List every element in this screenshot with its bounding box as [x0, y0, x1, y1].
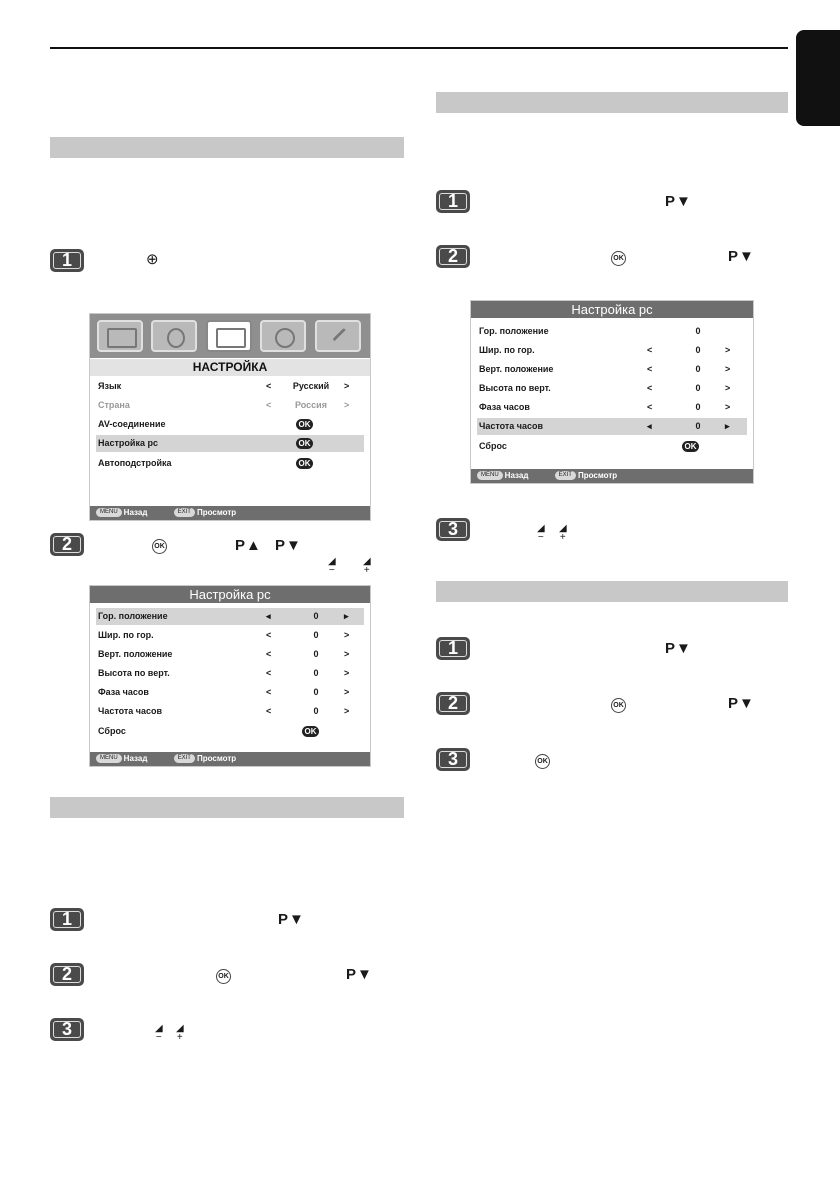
vol-down-icon: ◢ −: [155, 1023, 163, 1043]
exit-button[interactable]: EXIT: [174, 508, 195, 517]
language-side-tab: [796, 30, 840, 126]
p-down-icon: P▼: [278, 911, 305, 928]
right-arrow[interactable]: >: [344, 649, 350, 659]
setup-icon[interactable]: [206, 320, 252, 352]
back-label: Назад: [123, 508, 148, 517]
row-value: 0: [313, 630, 319, 640]
top-rule: [50, 47, 788, 49]
section-bar-left-1: [50, 137, 404, 158]
step-badge-2: 2: [50, 533, 84, 556]
pc-row-reset[interactable]: [96, 723, 364, 740]
row-value: 0: [313, 687, 319, 697]
p-up-icon: P▲: [235, 537, 262, 554]
step-badge-2: 2: [436, 692, 470, 715]
row-label: Фаза часов: [479, 402, 530, 412]
step-badge-1: 1: [436, 637, 470, 660]
right-arrow[interactable]: >: [344, 630, 350, 640]
menu-row-pc-setup[interactable]: [96, 435, 364, 452]
ok-badge[interactable]: OK: [296, 419, 313, 430]
wrench-icon[interactable]: [315, 320, 361, 352]
left-arrow[interactable]: <: [266, 706, 272, 716]
step-badge-2: 2: [50, 963, 84, 986]
left-arrow[interactable]: <: [647, 364, 653, 374]
p-down-icon: P▼: [728, 248, 755, 265]
row-label: Частота часов: [98, 706, 163, 716]
p-down-icon: P▼: [275, 537, 302, 554]
menu-footer: [471, 469, 753, 483]
right-arrow[interactable]: >: [725, 364, 731, 374]
right-arrow[interactable]: >: [725, 345, 731, 355]
menu-button[interactable]: MENU: [477, 471, 503, 480]
menu-button[interactable]: MENU: [96, 754, 122, 763]
left-arrow[interactable]: <: [647, 383, 653, 393]
right-arrow[interactable]: >: [725, 383, 731, 393]
left-arrow[interactable]: <: [266, 668, 272, 678]
left-arrow[interactable]: ◂: [647, 421, 652, 431]
ok-badge[interactable]: OK: [302, 726, 319, 737]
menu-button[interactable]: MENU: [96, 508, 122, 517]
vol-up-icon: ◢ +: [176, 1023, 184, 1043]
pc-row[interactable]: [96, 627, 364, 644]
back-label: Назад: [123, 754, 148, 763]
p-down-icon: P▼: [346, 966, 373, 983]
exit-button[interactable]: EXIT: [174, 754, 195, 763]
right-arrow[interactable]: >: [344, 687, 350, 697]
row-value: 0: [313, 668, 319, 678]
pc-row[interactable]: [477, 361, 747, 378]
step-badge-2: 2: [436, 245, 470, 268]
row-label: Гор. положение: [98, 611, 168, 621]
step-badge-3: 3: [50, 1018, 84, 1041]
row-label: Страна: [98, 400, 130, 410]
pc-setup-menu-1: [89, 585, 371, 767]
exit-button[interactable]: EXIT: [555, 471, 576, 480]
pc-row[interactable]: [96, 703, 364, 720]
menu-row-autotune[interactable]: [96, 455, 364, 472]
menu-footer: [90, 752, 370, 766]
section-bar-left-2: [50, 797, 404, 818]
ok-badge[interactable]: OK: [682, 441, 699, 452]
row-label: Высота по верт.: [479, 383, 551, 393]
row-label: Сброс: [479, 441, 507, 451]
pc-menu-title: Настройка рс: [471, 301, 753, 318]
row-value: 0: [695, 402, 701, 412]
pc-menu-title: Настройка рс: [90, 586, 370, 603]
menu-row-av[interactable]: [96, 416, 364, 433]
row-label: Частота часов: [479, 421, 544, 431]
pc-row[interactable]: [96, 665, 364, 682]
timer-icon[interactable]: [260, 320, 306, 352]
pc-row[interactable]: [477, 418, 747, 435]
row-label: AV-соединение: [98, 419, 166, 429]
row-label: Гор. положение: [479, 326, 549, 336]
pc-row[interactable]: [477, 342, 747, 359]
step-badge-3: 3: [436, 748, 470, 771]
pc-row[interactable]: [96, 608, 364, 625]
pc-row-reset[interactable]: [477, 438, 747, 455]
p-down-icon: P▼: [665, 640, 692, 657]
pc-row[interactable]: [96, 684, 364, 701]
left-arrow[interactable]: ◂: [266, 611, 271, 621]
menu-footer: [90, 506, 370, 520]
right-arrow[interactable]: >: [344, 381, 350, 391]
back-label: Назад: [504, 471, 529, 480]
row-label: Шир. по гор.: [479, 345, 535, 355]
picture-icon[interactable]: [97, 320, 143, 352]
left-arrow[interactable]: <: [266, 687, 272, 697]
ok-button-icon: OK: [152, 539, 167, 554]
sound-icon[interactable]: [151, 320, 197, 352]
setup-menu: [89, 313, 371, 521]
vol-down-icon: ◢ −: [537, 523, 545, 543]
pc-row[interactable]: [477, 399, 747, 416]
row-label: Язык: [98, 381, 122, 391]
right-arrow[interactable]: ▸: [344, 611, 349, 621]
row-label: Автоподстройка: [98, 458, 172, 468]
ok-button-icon: OK: [611, 698, 626, 713]
step-badge-1: 1: [50, 249, 84, 272]
menu-row-country: [96, 397, 364, 414]
right-arrow[interactable]: ▸: [725, 421, 730, 431]
row-value: 0: [313, 611, 319, 621]
row-label: Настройка рс: [98, 438, 158, 448]
vol-up-icon: ◢ +: [363, 556, 371, 576]
row-value: 0: [695, 345, 701, 355]
row-value: 0: [695, 364, 701, 374]
step-badge-1: 1: [436, 190, 470, 213]
step-badge-3: 3: [436, 518, 470, 541]
ok-button-icon: OK: [216, 969, 231, 984]
row-value: Россия: [295, 400, 327, 410]
right-arrow[interactable]: >: [344, 706, 350, 716]
setup-menu-title: НАСТРОЙКА: [90, 359, 370, 376]
vol-down-icon: ◢ −: [328, 556, 336, 576]
ok-button-icon: OK: [535, 754, 550, 769]
left-arrow[interactable]: <: [266, 630, 272, 640]
vol-up-icon: ◢ +: [559, 523, 567, 543]
menu-row-language[interactable]: [96, 378, 364, 395]
pc-setup-menu-2: [470, 300, 754, 484]
menu-icon-strip: [90, 314, 370, 358]
view-label: Просмотр: [577, 471, 618, 480]
row-label: Сброс: [98, 726, 126, 736]
row-label: Верт. положение: [98, 649, 173, 659]
ok-button-icon: OK: [611, 251, 626, 266]
view-label: Просмотр: [196, 508, 237, 517]
left-arrow[interactable]: <: [647, 402, 653, 412]
row-value: 0: [695, 383, 701, 393]
pc-row[interactable]: [477, 323, 747, 340]
row-label: Верт. положение: [479, 364, 554, 374]
left-arrow[interactable]: <: [266, 381, 272, 391]
input-icon: ⊕: [146, 251, 159, 268]
left-arrow: <: [266, 400, 272, 410]
row-label: Шир. по гор.: [98, 630, 154, 640]
right-arrow[interactable]: >: [725, 402, 731, 412]
row-value: 0: [695, 326, 701, 336]
right-arrow[interactable]: >: [344, 668, 350, 678]
row-label: Высота по верт.: [98, 668, 170, 678]
step-badge-1: 1: [50, 908, 84, 931]
row-label: Фаза часов: [98, 687, 149, 697]
left-arrow[interactable]: <: [647, 345, 653, 355]
section-bar-right-2: [436, 581, 788, 602]
pc-row[interactable]: [96, 646, 364, 663]
row-value: 0: [313, 706, 319, 716]
row-value: Русский: [292, 381, 330, 391]
pc-row[interactable]: [477, 380, 747, 397]
right-arrow: >: [344, 400, 350, 410]
view-label: Просмотр: [196, 754, 237, 763]
row-value: 0: [313, 649, 319, 659]
ok-badge[interactable]: OK: [296, 458, 313, 469]
row-value: 0: [695, 421, 701, 431]
p-down-icon: P▼: [728, 695, 755, 712]
section-bar-right-1: [436, 92, 788, 113]
p-down-icon: P▼: [665, 193, 692, 210]
ok-badge[interactable]: OK: [296, 438, 313, 449]
left-arrow[interactable]: <: [266, 649, 272, 659]
